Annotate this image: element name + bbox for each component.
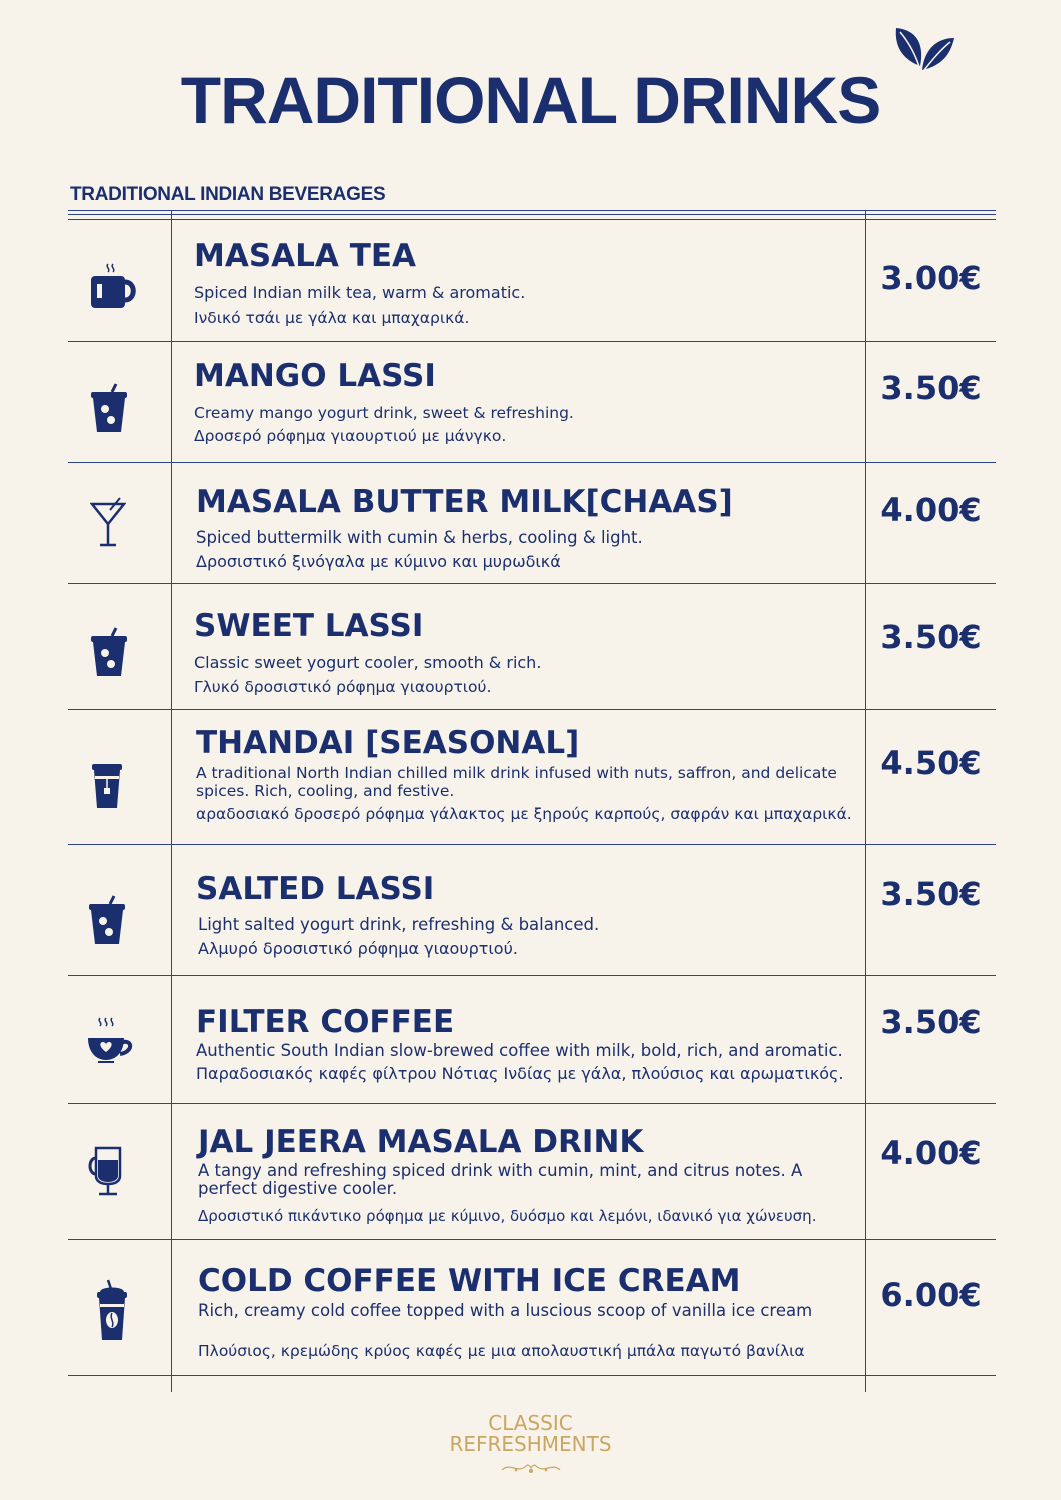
item-name: THANDAI [SEASONAL] [196,725,580,761]
item-price: 6.00€ [880,1276,982,1314]
item-price: 4.50€ [880,744,982,782]
item-description: Creamy mango yogurt drink, sweet & refreshing. [194,404,574,422]
item-name: COLD COFFEE WITH ICE CREAM [198,1263,741,1299]
row-divider [68,1239,996,1240]
item-description-greek: Δροσιστικό πικάντικο ρόφημα με κύμινο, δυόσμο και λεμόνι, ιδανικό για χώνευση. [198,1207,817,1225]
table-column-divider [171,210,172,1392]
lassi-cup-icon [88,894,128,946]
row-divider [68,1375,996,1376]
item-description: Authentic South Indian slow-brewed coffee with milk, bold, rich, and aromatic. [196,1041,843,1060]
item-description-greek: Ινδικό τσάι με γάλα και μπαχαρικά. [194,309,470,327]
row-divider [68,341,996,342]
row-divider [68,583,996,584]
item-description-greek: Αλμυρό δροσιστικό ρόφημα γιαουρτιού. [198,939,518,958]
item-price: 3.50€ [880,1003,982,1041]
item-description: Spiced Indian milk tea, warm & aromatic. [194,283,526,302]
item-description-greek: Γλυκό δροσιστικό ρόφημα γιαουρτιού. [194,678,492,696]
item-description: Classic sweet yogurt cooler, smooth & rich. [194,653,542,672]
item-name: SALTED LASSI [196,871,435,907]
footer-brand-line1: CLASSIC [488,1411,573,1435]
item-price: 3.50€ [880,875,982,913]
row-divider [68,1103,996,1104]
row-divider [68,844,996,845]
page-title: TRADITIONAL DRINKS [180,63,881,137]
table-top-rule [68,214,996,215]
item-price: 4.00€ [880,1134,982,1172]
item-name: MANGO LASSI [194,358,436,394]
item-description-greek: Δροσερό ρόφημα γιαουρτιού με μάνγκο. [194,427,507,445]
lassi-cup-icon [90,382,130,434]
item-description: Spiced buttermilk with cumin & herbs, cooling & light. [196,528,643,547]
row-divider [68,709,996,710]
item-description: Light salted yogurt drink, refreshing & balanced. [198,915,600,934]
item-name: JAL JEERA MASALA DRINK [198,1124,644,1160]
item-price: 3.50€ [880,369,982,407]
cocktail-glass-icon [90,496,126,548]
table-top-rule [68,210,996,211]
iced-coffee-cup-icon [94,1278,130,1342]
coffee-cup-heart-icon [86,1016,134,1064]
section-heading: TRADITIONAL INDIAN BEVERAGES [70,184,386,205]
row-divider [68,975,996,976]
table-top-rule [68,219,996,220]
item-name: MASALA TEA [194,238,417,274]
takeaway-cup-icon [90,762,124,810]
item-description: A tangy and refreshing spiced drink with cumin, mint, and citrus notes. A perfect digestive cooler. [198,1161,803,1198]
item-price: 3.00€ [880,259,982,297]
item-description-greek: αραδοσιακό δροσερό ρόφημα γάλακτος με ξηρούς καρπούς, σαφράν και μπαχαρικά. [196,805,852,823]
lassi-cup-icon [90,626,130,678]
leaves-icon [892,26,956,76]
item-description-greek: Παραδοσιακός καφές φίλτρου Νότιας Ινδίας με γάλα, πλούσιος και αρωματικός. [196,1064,844,1083]
item-description-greek: Πλούσιος, κρεμώδης κρύος καφές με μια απολαυστική μπάλα παγωτό βανίλια [198,1342,805,1360]
item-description-greek: Δροσιστικό ξινόγαλα με κύμινο και μυρωδικά [196,552,561,571]
item-name: FILTER COFFEE [196,1004,455,1040]
item-name: SWEET LASSI [194,608,424,644]
item-name: MASALA BUTTER MILK[CHAAS] [196,484,733,520]
item-price: 3.50€ [880,618,982,656]
item-description: A traditional North Indian chilled milk drink infused with nuts, saffron, and delicate spices. Rich, cooling, and festive. [196,764,837,800]
tea-mug-icon [88,262,138,310]
footer-brand-line2: REFRESHMENTS [449,1432,612,1456]
item-description: Rich, creamy cold coffee topped with a luscious scoop of vanilla ice cream [198,1301,813,1320]
mug-glass-icon [88,1146,124,1198]
item-price: 4.00€ [880,491,982,529]
row-divider [68,462,996,463]
ornament-icon [500,1458,562,1478]
